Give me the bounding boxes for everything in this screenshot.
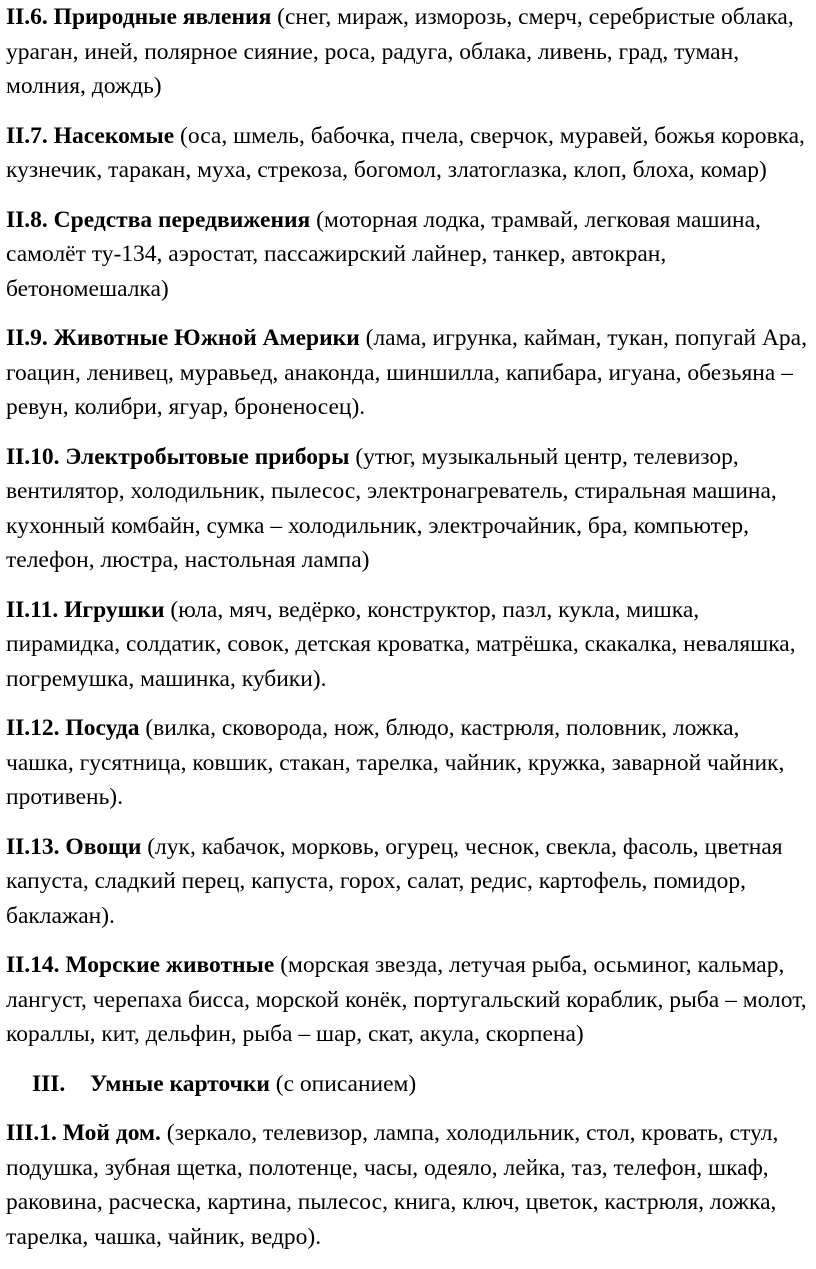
section-subtitle: (с описанием)	[269, 1070, 417, 1097]
section-heading	[6, 1067, 812, 1102]
paragraph-text: (моторная лодка, трамвай, легковая машина, самолёт ту-134, аэростат, пассажирский лайнер, танкер, автокран, бетономешалка)	[6, 206, 761, 302]
paragraph-heading: II.9. Животные Южной Америки	[6, 325, 360, 351]
paragraph-text: (вилка, сковорода, нож, блюдо, кастрюля, половник, ложка, чашка, гусятница, ковшик, стакан, тарелка, чайник, кружка, заварной чайник, противень).	[6, 715, 785, 810]
paragraph-text: (оса, шмель, бабочка, пчела, сверчок, муравей, божья коровка, кузнечик, таракан, муха, стрекоза, богомол, златоглазка, клоп, блоха, комар)	[6, 122, 805, 183]
paragraph-heading: II.11. Игрушки	[6, 596, 165, 623]
paragraph-text: (лук, кабачок, морковь, огурец, чеснок, свекла, фасоль, цветная капуста, сладкий перец, капуста, горох, салат, редис, картофель, помидор, баклажан).	[6, 833, 783, 929]
section-title: Умные карточки	[90, 1070, 270, 1097]
paragraph-my-home	[6, 1116, 812, 1254]
paragraph-vegetables	[6, 830, 812, 934]
paragraph-heading: II.10. Электробытовые приборы	[6, 443, 350, 470]
paragraph-toys	[6, 593, 812, 697]
paragraph-text: (утюг, музыкальный центр, телевизор, вентилятор, холодильник, пылесос, электронагреватель, стиральная машина, кухонный комбайн, сумка – холодильник, электрочайник, бра, компьютер, телефон, люстра, настольная лампа)	[6, 443, 777, 573]
paragraph-heading: II.14. Морские животные	[6, 952, 275, 978]
paragraph-heading: II.8. Средства передвижения	[6, 206, 311, 233]
document-page	[6, 0, 812, 1269]
paragraph-text: (морская звезда, летучая рыба, осьминог, кальмар, лангуст, черепаха бисса, морской конёк, португальский кораблик, рыба – молот, кораллы, кит, дельфин, рыба – шар, скат, акула, скорпена)	[6, 952, 807, 1047]
paragraph-appliances	[6, 440, 812, 578]
paragraph-text: (зеркало, телевизор, лампа, холодильник, стол, кровать, стул, подушка, зубная щетка, полотенце, часы, одеяло, лейка, таз, телефон, шкаф, раковина, расческа, картина, пылесос, книга, ключ, цветок, кастрюля, ложка, тарелка, чашка, чайник, ведро).	[6, 1120, 779, 1250]
paragraph-heading: II.12. Посуда	[6, 715, 140, 741]
paragraph-nature-phenomena	[6, 0, 812, 104]
paragraph-insects	[6, 119, 812, 188]
paragraph-heading: II.7. Насекомые	[6, 122, 175, 149]
paragraph-sea-animals	[6, 948, 812, 1052]
paragraph-text: (снег, мираж, изморозь, смерч, серебристые облака, ураган, иней, полярное сияние, роса, радуга, облака, ливень, град, туман, молния, дождь)	[6, 4, 794, 99]
paragraph-south-america-animals	[6, 321, 812, 425]
paragraph-transport	[6, 203, 812, 307]
paragraph-text: (юла, мяч, ведёрко, конструктор, пазл, кукла, мишка, пирамидка, солдатик, совок, детская кроватка, матрёшка, скакалка, неваляшка, погремушка, машинка, кубики).	[6, 596, 796, 692]
section-number: III.	[32, 1070, 66, 1097]
paragraph-dishes	[6, 711, 812, 815]
paragraph-heading: III.1. Мой дом.	[6, 1120, 161, 1146]
section-title-line	[90, 1067, 416, 1102]
paragraph-heading: II.6. Природные явления	[6, 4, 272, 30]
paragraph-heading: II.13. Овощи	[6, 833, 142, 860]
paragraph-text: (лама, игрунка, кайман, тукан, попугай Ара, гоацин, ленивец, муравьед, анаконда, шиншилла, капибара, игуана, обезьяна – ревун, колибри, ягуар, броненосец).	[6, 325, 807, 420]
